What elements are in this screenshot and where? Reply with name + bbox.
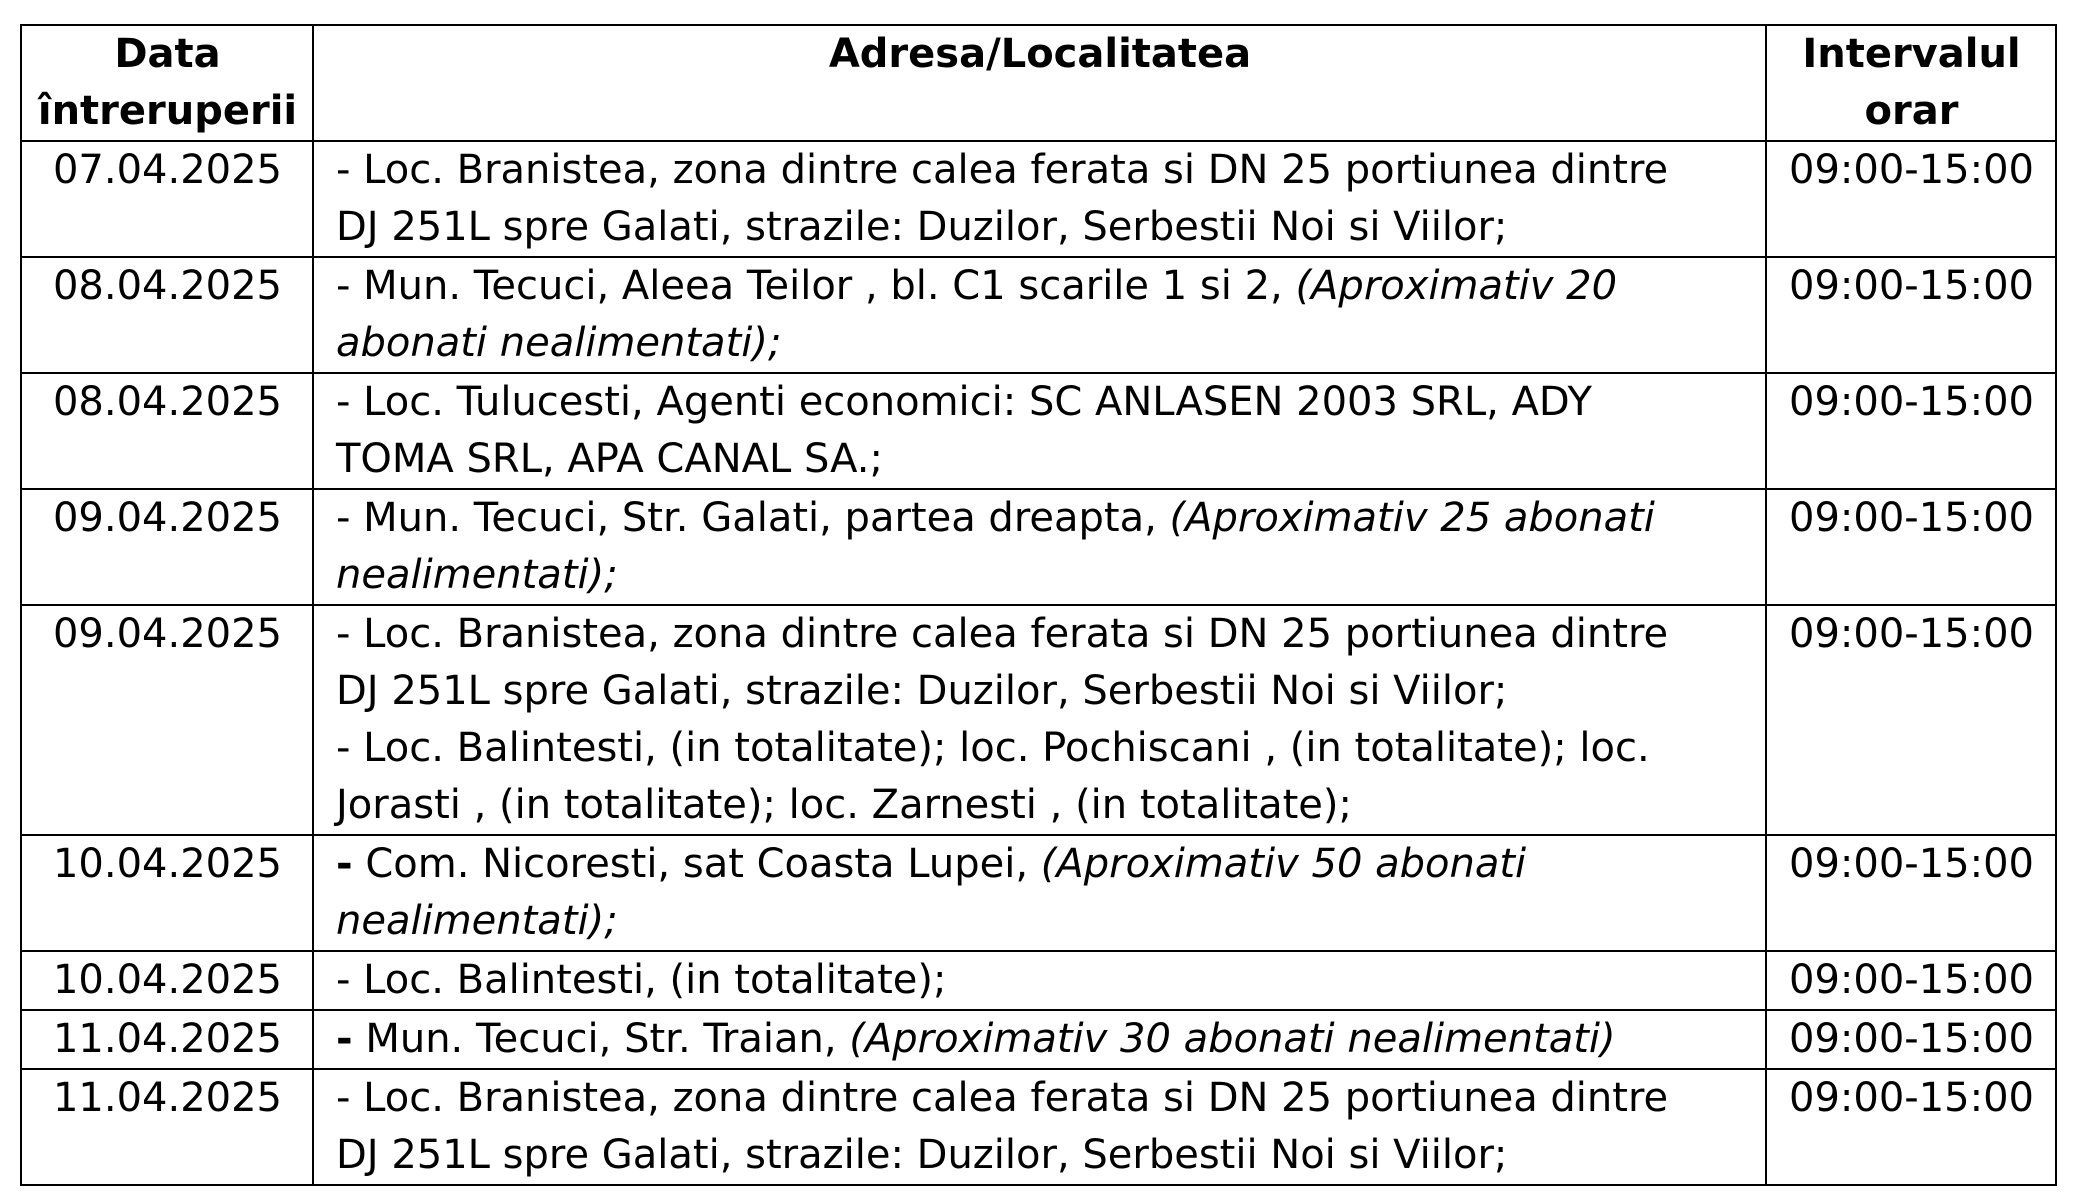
subscriber-note: (Aproximativ 25 abonati bbox=[1169, 495, 1655, 541]
outage-schedule-sheet bbox=[20, 24, 2057, 1186]
row-interval: 09:00-15:00 bbox=[1766, 605, 2056, 835]
table-row bbox=[21, 489, 2056, 605]
row-address bbox=[313, 489, 1766, 605]
row-interval: 09:00-15:00 bbox=[1766, 1010, 2056, 1069]
row-interval: 09:00-15:00 bbox=[1766, 835, 2056, 951]
row-date: 08.04.2025 bbox=[21, 257, 313, 373]
address-line bbox=[336, 836, 1753, 893]
header-date-line1: Data bbox=[114, 31, 221, 77]
address-line: - Loc. Branistea, zona dintre calea ferata si DN 25 portiunea dintre bbox=[336, 1075, 1669, 1121]
address-line: DJ 251L spre Galati, strazile: Duzilor, Serbestii Noi si Viilor; bbox=[336, 204, 1508, 250]
address-line: - Loc. Branistea, zona dintre calea ferata si DN 25 portiunea dintre bbox=[336, 147, 1669, 193]
header-address-label: Adresa/Localitatea bbox=[828, 31, 1252, 77]
row-interval: 09:00-15:00 bbox=[1766, 951, 2056, 1010]
header-date bbox=[21, 25, 313, 141]
subscriber-note: abonati nealimentati); bbox=[336, 320, 782, 366]
address-line: TOMA SRL, APA CANAL SA.; bbox=[336, 436, 883, 482]
table-row bbox=[21, 373, 2056, 489]
address-line: DJ 251L spre Galati, strazile: Duzilor, Serbestii Noi si Viilor; bbox=[336, 1132, 1508, 1178]
row-date: 08.04.2025 bbox=[21, 373, 313, 489]
row-address bbox=[313, 1069, 1766, 1185]
address-line: - Loc. Balintesti, (in totalitate); bbox=[336, 957, 947, 1003]
row-date: 10.04.2025 bbox=[21, 835, 313, 951]
row-address bbox=[313, 373, 1766, 489]
bullet-dash: - bbox=[336, 1016, 353, 1062]
table-row bbox=[21, 141, 2056, 257]
address-line: - Loc. Balintesti, (in totalitate); loc. Pochiscani , (in totalitate); loc. bbox=[336, 725, 1650, 771]
row-date: 11.04.2025 bbox=[21, 1069, 313, 1185]
row-date: 09.04.2025 bbox=[21, 489, 313, 605]
subscriber-note: nealimentati); bbox=[336, 552, 618, 598]
row-interval: 09:00-15:00 bbox=[1766, 1069, 2056, 1185]
row-date: 10.04.2025 bbox=[21, 951, 313, 1010]
subscriber-note: nealimentati); bbox=[336, 898, 618, 944]
row-interval: 09:00-15:00 bbox=[1766, 373, 2056, 489]
address-text: Com. Nicoresti, sat Coasta Lupei, bbox=[352, 841, 1041, 887]
table-row bbox=[21, 1010, 2056, 1069]
address-line: Jorasti , (in totalitate); loc. Zarnesti , (in totalitate); bbox=[336, 782, 1352, 828]
table-row bbox=[21, 257, 2056, 373]
header-interval-line1: Intervalul bbox=[1802, 31, 2021, 77]
row-interval: 09:00-15:00 bbox=[1766, 257, 2056, 373]
address-text: Mun. Tecuci, Str. Traian, bbox=[352, 1016, 850, 1062]
row-address bbox=[313, 1010, 1766, 1069]
bullet-dash: - bbox=[336, 841, 353, 887]
header-interval-line2: orar bbox=[1864, 88, 1959, 134]
row-interval: 09:00-15:00 bbox=[1766, 141, 2056, 257]
table-row bbox=[21, 835, 2056, 951]
table-row bbox=[21, 1069, 2056, 1185]
row-address bbox=[313, 141, 1766, 257]
header-address bbox=[313, 25, 1766, 141]
row-address bbox=[313, 951, 1766, 1010]
table-row bbox=[21, 951, 2056, 1010]
header-interval bbox=[1766, 25, 2056, 141]
header-row bbox=[21, 25, 2056, 141]
row-date: 07.04.2025 bbox=[21, 141, 313, 257]
address-line bbox=[336, 490, 1753, 547]
address-text: - Mun. Tecuci, Aleea Teilor , bl. C1 scarile 1 si 2, bbox=[336, 263, 1296, 309]
address-line: - Loc. Branistea, zona dintre calea ferata si DN 25 portiunea dintre bbox=[336, 611, 1669, 657]
table-row bbox=[21, 605, 2056, 835]
address-line: DJ 251L spre Galati, strazile: Duzilor, Serbestii Noi si Viilor; bbox=[336, 668, 1508, 714]
address-line bbox=[336, 258, 1753, 315]
address-line bbox=[336, 1011, 1753, 1068]
row-date: 09.04.2025 bbox=[21, 605, 313, 835]
subscriber-note: (Aproximativ 20 bbox=[1295, 263, 1618, 309]
row-address bbox=[313, 257, 1766, 373]
subscriber-note: (Aproximativ 50 abonati bbox=[1040, 841, 1527, 887]
address-text: - Mun. Tecuci, Str. Galati, partea dreapta, bbox=[336, 495, 1170, 541]
outage-schedule-table bbox=[20, 24, 2057, 1186]
header-date-line2: întreruperii bbox=[37, 88, 298, 134]
row-address bbox=[313, 605, 1766, 835]
subscriber-note: (Aproximativ 30 abonati nealimentati) bbox=[849, 1016, 1616, 1062]
address-line: - Loc. Tulucesti, Agenti economici: SC ANLASEN 2003 SRL, ADY bbox=[336, 379, 1592, 425]
row-interval: 09:00-15:00 bbox=[1766, 489, 2056, 605]
row-address bbox=[313, 835, 1766, 951]
row-date: 11.04.2025 bbox=[21, 1010, 313, 1069]
